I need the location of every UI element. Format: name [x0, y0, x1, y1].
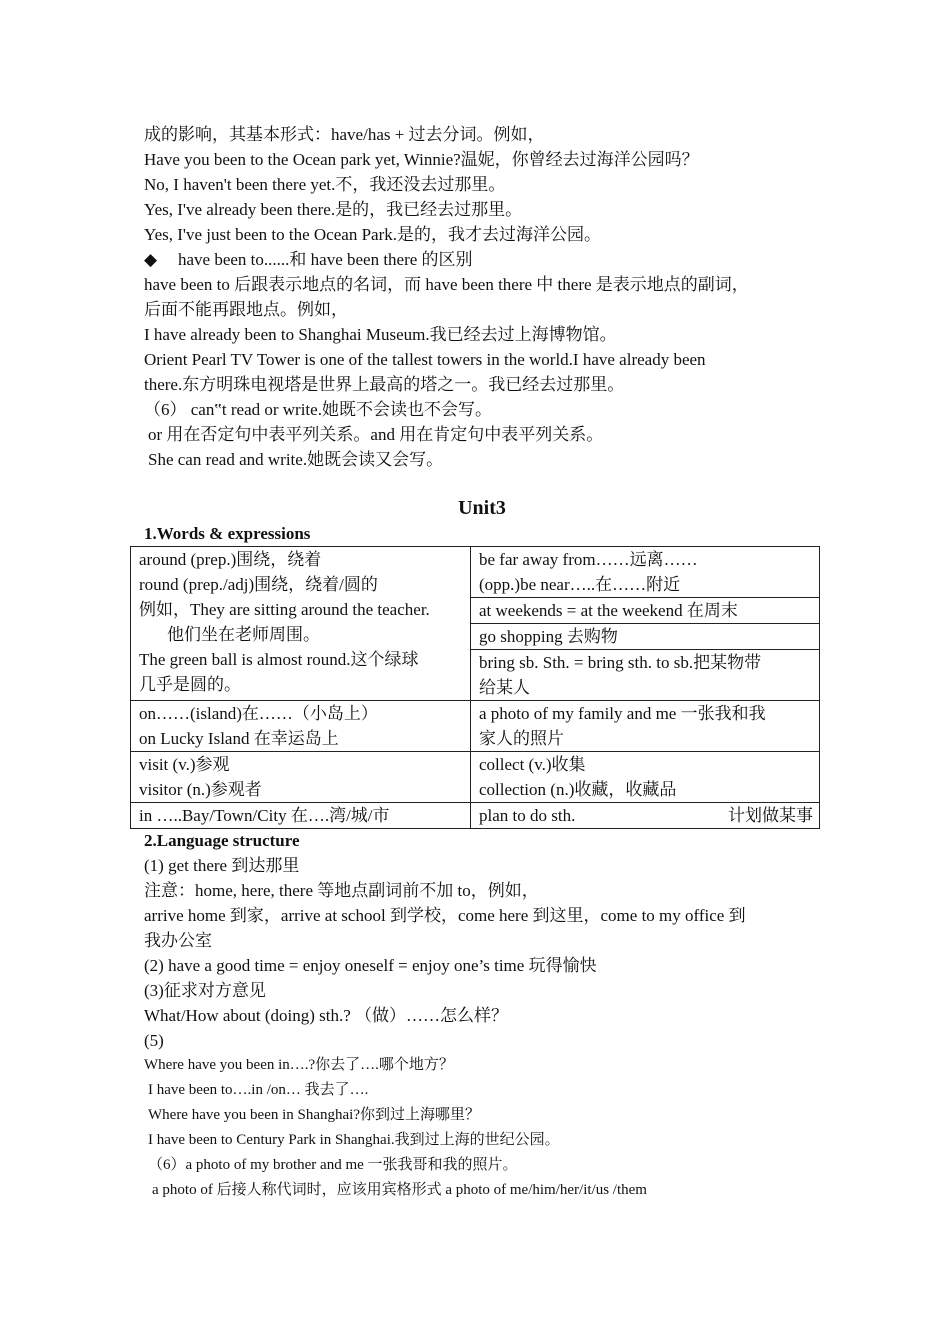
- bullet-line: [144, 247, 820, 272]
- cell-line: collection (n.)收藏，收藏品: [479, 780, 677, 799]
- point6-line-2: or 用在否定句中表平列关系。and 用在肯定句中表平列关系。: [148, 425, 604, 444]
- example-line-5: （6）a photo of my brother and me 一张我哥和我的照片。: [148, 1157, 518, 1173]
- table-row: [131, 803, 820, 829]
- cell-line: on……(island)在……（小岛上）: [139, 704, 378, 723]
- words-table: [130, 546, 820, 829]
- table-cell-photo: [471, 701, 820, 752]
- cell-line: 他们坐在老师周围。: [167, 625, 320, 644]
- explain-line-5: there.东方明珠电视塔是世界上最高的塔之一。我已经去过那里。: [144, 375, 625, 394]
- structure-line-8: (5): [144, 1031, 164, 1050]
- cell-line: The green ball is almost round.这个绿球: [139, 650, 419, 669]
- document-page: [139, 122, 820, 1203]
- intro-line-2: Have you been to the Ocean park yet, Winnie?温妮，你曾经去过海洋公园吗？: [144, 150, 699, 169]
- cell-line: a photo of my family and me 一张我和我: [479, 704, 766, 723]
- cell-line: 例如，They are sitting around the teacher.: [139, 600, 430, 619]
- explain-line-3: I have already been to Shanghai Museum.我已经去过上海博物馆。: [144, 325, 617, 344]
- example-line-4: I have been to Century Park in Shanghai.我到过上海的世纪公园。: [148, 1132, 560, 1148]
- explain-line-4: Orient Pearl TV Tower is one of the tallest towers in the world.I have already been: [144, 350, 706, 369]
- table-cell-visit: [131, 752, 471, 803]
- point6-line-1: （6） can‟t read or write.她既不会读也不会写。: [144, 400, 492, 419]
- structure-line-3: arrive home 到家，arrive at school 到学校，come here 到这里，come to my office 到: [144, 906, 746, 925]
- table-cell-bring: [471, 650, 820, 701]
- example-line-2: I have been to….in /on… 我去了….: [148, 1082, 369, 1098]
- table-cell-collect: [471, 752, 820, 803]
- structure-heading: 2.Language structure: [144, 831, 300, 850]
- explain-line-1: have been to 后跟表示地点的名词，而 have been there 中 there 是表示地点的副词，: [144, 275, 749, 294]
- example-line-6: a photo of 后接人称代词时，应该用宾格形式 a photo of me/him/her/it/us /them: [152, 1182, 647, 1198]
- explain-line-2: 后面不能再跟地点。例如，: [144, 300, 348, 319]
- cell-line: 几乎是圆的。: [139, 675, 241, 694]
- cell-line: 给某人: [479, 678, 530, 697]
- table-cell-around: [131, 547, 471, 701]
- bullet-text: have been to......和 have been there 的区别: [178, 250, 473, 269]
- example-line-1: Where have you been in….?你去了….哪个地方？: [144, 1057, 454, 1073]
- structure-line-2: 注意：home, here, there 等地点副词前不加 to，例如，: [144, 881, 539, 900]
- cell-line: be far away from……远离……: [479, 550, 698, 569]
- intro-line-1: 成的影响，其基本形式：have/has + 过去分词。例如，: [144, 125, 545, 144]
- structure-line-7: What/How about (doing) sth.? （做）……怎么样？: [144, 1006, 509, 1025]
- example-line-3: Where have you been in Shanghai?你到过上海哪里？: [148, 1107, 481, 1123]
- structure-line-4: 我办公室: [144, 931, 212, 950]
- table-cell-plan: [471, 803, 820, 829]
- table-cell-far-away: [471, 547, 820, 598]
- intro-line-5: Yes, I've just been to the Ocean Park.是的，我才去过海洋公园。: [144, 225, 601, 244]
- words-heading: 1.Words & expressions: [144, 524, 311, 543]
- cell-line: 家人的照片: [479, 729, 564, 748]
- table-cell-weekends: at weekends = at the weekend 在周末: [471, 598, 820, 624]
- cell-text: plan to do sth.: [479, 806, 576, 825]
- cell-line: visitor (n.)参观者: [139, 780, 262, 799]
- table-row: [131, 547, 820, 598]
- table-cell-shopping: go shopping 去购物: [471, 624, 820, 650]
- cell-line: around (prep.)围绕，绕着: [139, 550, 322, 569]
- structure-line-6: (3)征求对方意见: [144, 981, 266, 1000]
- table-row: [131, 752, 820, 803]
- table-cell-bay-town-city: in …..Bay/Town/City 在….湾/城/市: [131, 803, 471, 829]
- table-row: [131, 701, 820, 752]
- cell-text: 计划做某事: [728, 806, 813, 825]
- cell-line: round (prep./adj)围绕，绕着/圆的: [139, 575, 378, 594]
- point6-line-3: She can read and write.她既会读又会写。: [148, 450, 444, 469]
- cell-line: collect (v.)收集: [479, 755, 586, 774]
- cell-line: (opp.)be near…..在……附近: [479, 575, 681, 594]
- cell-line: bring sb. Sth. = bring sth. to sb.把某物带: [479, 653, 762, 672]
- structure-line-5: (2) have a good time = enjoy oneself = enjoy one’s time 玩得愉快: [144, 956, 597, 975]
- diamond-bullet-icon: ◆: [144, 250, 158, 269]
- intro-line-4: Yes, I've already been there.是的，我已经去过那里。: [144, 200, 523, 219]
- structure-line-1: (1) get there 到达那里: [144, 856, 300, 875]
- cell-line: visit (v.)参观: [139, 755, 230, 774]
- unit-title: Unit3: [458, 497, 506, 519]
- cell-line: on Lucky Island 在幸运岛上: [139, 729, 339, 748]
- intro-line-3: No, I haven't been there yet.不，我还没去过那里。: [144, 175, 506, 194]
- table-cell-island: [131, 701, 471, 752]
